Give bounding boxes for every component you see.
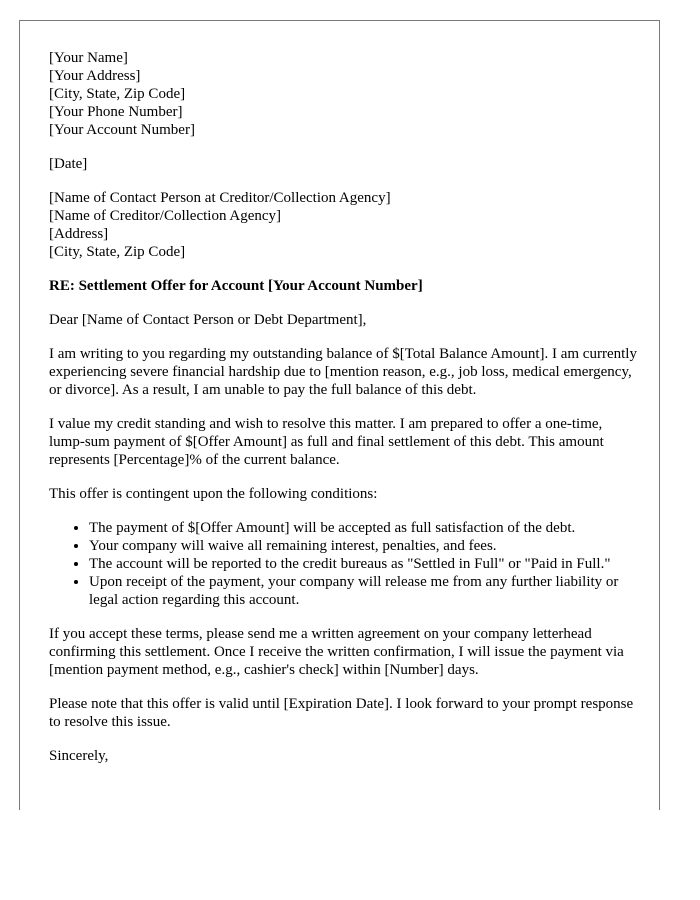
sender-address: [Your Address] [49, 68, 141, 84]
recipient-agency: [Name of Creditor/Collection Agency] [49, 208, 282, 224]
recipient-contact: [Name of Contact Person at Creditor/Collection Agency] [49, 190, 391, 206]
paragraph-offer: I value my credit standing and wish to resolve this matter. I am prepared to offer a one-time, lump-sum payment of $[Offer Amount] as full and final settlement of this debt. This amount represents [Percentage]% of the current balance. [49, 416, 604, 468]
paragraph-agreement: If you accept these terms, please send me a written agreement on your company letterhead confirming this settlement. Once I receive the written confirmation, I will issue the payment via [mention payment method, e.g., cashier's check] within [Number] days. [49, 626, 624, 678]
list-item: • The account will be reported to the credit bureaus as "Settled in Full" or "Paid in Full." [89, 555, 639, 573]
sender-name: [Your Name] [49, 50, 128, 66]
letter-content [49, 49, 639, 781]
list-item: • The payment of $[Offer Amount] will be accepted as full satisfaction of the debt. [89, 519, 639, 537]
sender-account: [Your Account Number] [49, 122, 195, 138]
paragraph-hardship: I am writing to you regarding my outstanding balance of $[Total Balance Amount]. I am currently experiencing severe financial hardship due to [mention reason, e.g., job loss, medical emergency, or divorce]. As a result, I am unable to pay the full balance of this debt. [49, 346, 637, 398]
recipient-city-state-zip: [City, State, Zip Code] [49, 244, 186, 260]
salutation: Dear [Name of Contact Person or Debt Department], [49, 312, 367, 328]
conditions-list [49, 519, 639, 609]
date-block [49, 155, 639, 173]
list-item: • Your company will waive all remaining interest, penalties, and fees. [89, 537, 639, 555]
sender-city-state-zip: [City, State, Zip Code] [49, 86, 186, 102]
paragraph-conditions-intro: This offer is contingent upon the following conditions: [49, 486, 378, 502]
subject-line: RE: Settlement Offer for Account [Your Account Number] [49, 278, 423, 294]
letter-date: [Date] [49, 156, 88, 172]
paragraph-expiration: Please note that this offer is valid until [Expiration Date]. I look forward to your prompt response to resolve this issue. [49, 696, 634, 730]
list-item: • Upon receipt of the payment, your company will release me from any further liability or legal action regarding this account. [89, 573, 639, 609]
sender-phone: [Your Phone Number] [49, 104, 183, 120]
letter-page [19, 20, 660, 810]
recipient-address: [Address] [49, 226, 109, 242]
sender-block [49, 49, 639, 139]
closing: Sincerely, [49, 748, 109, 764]
recipient-block [49, 189, 639, 261]
